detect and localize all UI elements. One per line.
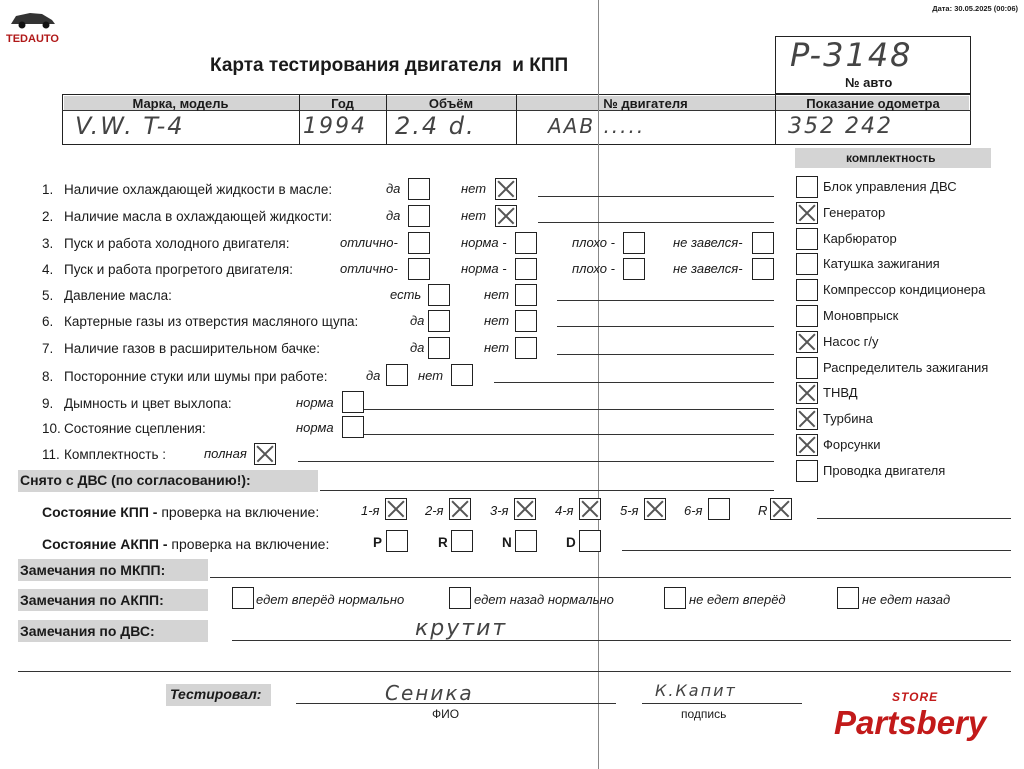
q4-bad-checkbox[interactable] — [623, 258, 645, 280]
kit-checkbox[interactable] — [796, 331, 818, 353]
logo — [2, 2, 64, 50]
tester-name-value: Сеника — [385, 681, 474, 705]
kit-checkbox[interactable] — [796, 382, 818, 404]
q5-opt-yes: есть — [390, 287, 422, 302]
odometer-value: 352 242 — [788, 114, 893, 139]
q10-number: 10. — [42, 421, 61, 436]
q6-opt-yes: да — [410, 313, 425, 328]
kit-item-label: Моновпрыск — [823, 308, 899, 323]
store-watermark — [820, 678, 1020, 766]
kpp-gear-label: 5-я — [620, 503, 639, 518]
q2-opt-yes: да — [386, 208, 401, 223]
remarks-dvs-value: крутит — [415, 616, 508, 641]
kpp-gear-checkbox[interactable] — [449, 498, 471, 520]
kit-checkbox[interactable] — [796, 176, 818, 198]
kit-checkbox[interactable] — [796, 253, 818, 275]
q5-text: Давление масла: — [64, 288, 172, 303]
kit-item-label: Генератор — [823, 204, 886, 220]
q11-number: 11. — [42, 447, 60, 462]
remarks-mkpp-label: Замечания по МКПП: — [20, 562, 166, 578]
q8-text: Посторонние стуки или шумы при работе: — [64, 369, 328, 384]
kit-item-label: ТНВД — [823, 385, 858, 401]
akpp-label-rest: проверка на включение: — [167, 536, 330, 552]
q7-number: 7. — [42, 341, 54, 356]
q7-text: Наличие газов в расширительном бачке: — [64, 341, 321, 356]
q6-text: Картерные газы из отверстия масляного щупа: — [64, 314, 359, 329]
kit-item-label: Проводка двигателя — [823, 462, 946, 478]
kit-item-label: Карбюратор — [823, 230, 897, 246]
q7-yes-checkbox[interactable] — [428, 337, 450, 359]
q1-yes-checkbox[interactable] — [408, 178, 430, 200]
kit-checkbox[interactable] — [796, 228, 818, 250]
date-stamp: Дата: 30.05.2025 (00:06) — [932, 4, 1018, 13]
q5-yes-checkbox[interactable] — [428, 284, 450, 306]
model-value: V.W. T-4 — [75, 112, 185, 140]
tested-by-label: Тестировал: — [170, 686, 262, 702]
kit-checkbox[interactable] — [796, 434, 818, 456]
engine-no-value: AAB ..... — [548, 114, 646, 138]
kit-checkbox[interactable] — [796, 279, 818, 301]
kit-checkbox[interactable] — [796, 460, 818, 482]
kpp-gear-checkbox[interactable] — [579, 498, 601, 520]
q8-opt-yes: да — [366, 368, 381, 383]
fio-caption: ФИО — [432, 707, 460, 721]
q10-normal-checkbox[interactable] — [342, 416, 364, 438]
akpp-gear-label: R — [438, 535, 448, 550]
q2-yes-checkbox[interactable] — [408, 205, 430, 227]
q11-opt-full: полная — [204, 446, 247, 461]
q7-opt-no: нет — [484, 340, 510, 355]
kit-item-label: Форсунки — [823, 437, 881, 452]
q4-nostart-checkbox[interactable] — [752, 258, 774, 280]
q3-opt-normal: норма - — [461, 235, 507, 250]
q9-number: 9. — [42, 396, 54, 411]
q3-text: Пуск и работа холодного двигателя: — [64, 236, 290, 251]
q4-excellent-checkbox[interactable] — [408, 258, 430, 280]
q4-opt-normal: норма - — [461, 261, 507, 276]
kpp-label-rest: проверка на включение: — [157, 504, 320, 520]
car-icon — [8, 8, 58, 30]
kpp-gear-label: 3-я — [490, 503, 509, 518]
q10-opt-normal: норма — [296, 420, 334, 435]
q4-opt-excellent: отлично- — [340, 261, 398, 276]
q2-number: 2. — [42, 209, 54, 224]
kit-title: комплектность — [846, 151, 936, 165]
page-title: Карта тестирования двигателя и КПП — [210, 55, 569, 76]
q1-no-checkbox[interactable] — [495, 178, 517, 200]
watermark-top: STORE — [892, 690, 939, 704]
q4-opt-nostart: не завелся- — [673, 261, 743, 276]
kpp-gear-label: R — [758, 503, 768, 518]
kit-checkbox[interactable] — [796, 408, 818, 430]
kpp-label — [42, 504, 319, 520]
kit-item-label: Катушка зажигания — [823, 256, 940, 272]
q5-opt-no: нет — [484, 287, 510, 302]
kpp-gear-label: 6-я — [684, 503, 703, 518]
akpp-label — [42, 536, 329, 552]
akpp-gear-checkbox[interactable] — [451, 530, 473, 552]
akpp-label-bold: Состояние АКПП - — [42, 536, 168, 552]
q4-text: Пуск и работа прогретого двигателя: — [64, 262, 293, 277]
q4-normal-checkbox[interactable] — [515, 258, 537, 280]
q2-text: Наличие масла в охлаждающей жидкости: — [64, 209, 333, 224]
kit-checkbox[interactable] — [796, 305, 818, 327]
q7-no-checkbox[interactable] — [515, 337, 537, 359]
kpp-gear-checkbox[interactable] — [385, 498, 407, 520]
signature-value: К.Капит — [655, 681, 737, 700]
col-header-year: Год — [331, 96, 354, 111]
year-value: 1994 — [303, 114, 367, 139]
q8-number: 8. — [42, 369, 54, 384]
akpp-back-ok-label: едет назад нормально — [474, 592, 614, 607]
q6-no-checkbox[interactable] — [515, 310, 537, 332]
kit-checkbox[interactable] — [796, 202, 818, 224]
akpp-gear-checkbox[interactable] — [515, 530, 537, 552]
q2-no-checkbox[interactable] — [495, 205, 517, 227]
col-header-model: Марка, модель — [132, 96, 229, 111]
q9-opt-normal: норма — [296, 395, 334, 410]
remarks-akpp-label: Замечания по АКПП: — [20, 592, 164, 608]
q5-no-checkbox[interactable] — [515, 284, 537, 306]
kpp-gear-checkbox[interactable] — [644, 498, 666, 520]
car-number-value: P-3148 — [790, 36, 913, 74]
kpp-gear-label: 4-я — [555, 503, 574, 518]
q3-nostart-checkbox[interactable] — [752, 232, 774, 254]
akpp-fwd-ok-label: едет вперёд нормально — [256, 592, 405, 607]
q6-yes-checkbox[interactable] — [428, 310, 450, 332]
kpp-gear-checkbox[interactable] — [514, 498, 536, 520]
q3-bad-checkbox[interactable] — [623, 232, 645, 254]
q7-opt-yes: да — [410, 340, 425, 355]
kpp-gear-label: 2-я — [425, 503, 444, 518]
q3-normal-checkbox[interactable] — [515, 232, 537, 254]
kpp-label-bold: Состояние КПП - — [42, 504, 158, 520]
kpp-gear-label: 1-я — [361, 503, 380, 518]
q9-text: Дымность и цвет выхлопа: — [64, 396, 232, 411]
q5-number: 5. — [42, 288, 54, 303]
akpp-fwd-ok-checkbox[interactable] — [232, 587, 254, 609]
kit-item-label: Блок управления ДВС — [823, 179, 957, 194]
q8-opt-no: нет — [418, 368, 444, 383]
signature-caption: подпись — [681, 707, 727, 721]
q10-text: Состояние сцепления: — [64, 421, 206, 436]
q11-full-checkbox[interactable] — [254, 443, 276, 465]
q1-text: Наличие охлаждающей жидкости в масле: — [64, 182, 333, 197]
brand-name: TEDAUTO — [6, 33, 59, 45]
watermark-main: Partsbery — [834, 704, 987, 741]
akpp-gear-checkbox[interactable] — [386, 530, 408, 552]
q9-normal-checkbox[interactable] — [342, 391, 364, 413]
q8-no-checkbox[interactable] — [451, 364, 473, 386]
q8-yes-checkbox[interactable] — [386, 364, 408, 386]
kpp-gear-checkbox[interactable] — [770, 498, 792, 520]
akpp-back-ok-checkbox[interactable] — [449, 587, 471, 609]
kit-item-label: Турбина — [823, 411, 873, 427]
q1-opt-no: нет — [461, 181, 487, 196]
akpp-gear-label: P — [373, 535, 383, 550]
kit-checkbox[interactable] — [796, 357, 818, 379]
kit-item-label: Распределитель зажигания — [823, 359, 989, 375]
q11-text: Комплектность : — [64, 447, 167, 462]
kit-item-label: Насос г/у — [823, 333, 879, 349]
q4-opt-bad: плохо - — [572, 261, 615, 276]
akpp-no-back-checkbox[interactable] — [837, 587, 859, 609]
akpp-no-fwd-checkbox[interactable] — [664, 587, 686, 609]
car-number-label: № авто — [845, 75, 893, 90]
q1-opt-yes: да — [386, 181, 401, 196]
q3-number: 3. — [42, 236, 54, 251]
q3-opt-bad: плохо - — [572, 235, 615, 250]
akpp-gear-label: N — [502, 535, 512, 550]
q2-opt-no: нет — [461, 208, 487, 223]
q3-excellent-checkbox[interactable] — [408, 232, 430, 254]
q1-number: 1. — [42, 182, 54, 197]
kit-item-label: Компрессор кондиционера — [823, 282, 986, 298]
col-header-odometer: Показание одометра — [806, 96, 940, 111]
q3-opt-excellent: отлично- — [340, 235, 398, 250]
remarks-dvs-label: Замечания по ДВС: — [20, 623, 155, 639]
akpp-gear-label: D — [566, 535, 576, 550]
akpp-no-fwd-label: не едет вперёд — [689, 592, 786, 607]
kpp-gear-checkbox[interactable] — [708, 498, 730, 520]
akpp-gear-checkbox[interactable] — [579, 530, 601, 552]
col-header-volume: Объём — [428, 96, 474, 111]
col-header-engine-no: № двигателя — [603, 96, 688, 111]
volume-value: 2.4 d. — [395, 112, 476, 140]
q6-opt-no: нет — [484, 313, 510, 328]
q4-number: 4. — [42, 262, 54, 277]
q3-opt-nostart: не завелся- — [673, 235, 743, 250]
removed-label: Снято с ДВС (по согласованию!): — [20, 472, 251, 488]
q6-number: 6. — [42, 314, 54, 329]
akpp-no-back-label: не едет назад — [862, 592, 951, 607]
